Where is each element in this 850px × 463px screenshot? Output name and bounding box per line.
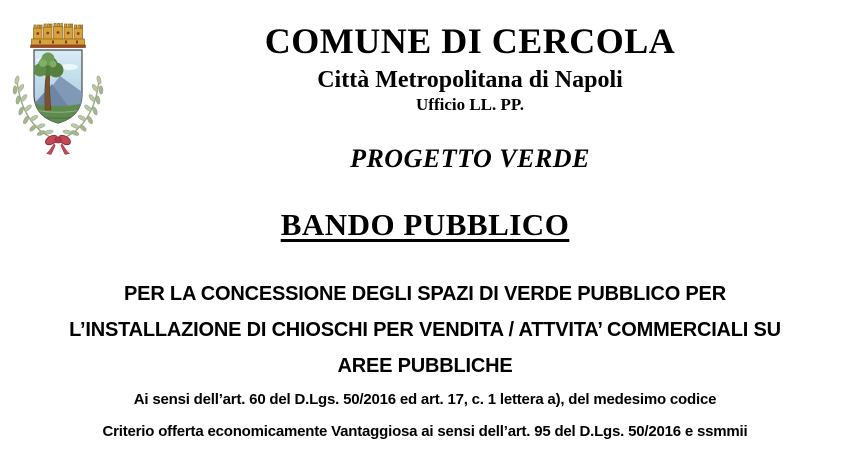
- legal-reference-line: Criterio offerta economicamente Vantaggiosa ai sensi dell’art. 95 del D.Lgs. 50/2016 e ssmmii: [102, 423, 748, 440]
- green-field: [34, 103, 82, 124]
- legal-reference-line: Ai sensi dell’art. 60 del D.Lgs. 50/2016 ed art. 17, c. 1 lettera a), del medesimo codice: [133, 391, 717, 408]
- metropolitan-city-subtitle: Città Metropolitana di Napoli: [317, 67, 623, 93]
- mural-crown-icon: [31, 24, 86, 48]
- legal-references: [0, 384, 850, 448]
- office-label: Ufficio LL. PP.: [416, 95, 524, 114]
- subject-paragraph: [0, 276, 850, 384]
- project-title: PROGETTO VERDE: [350, 144, 590, 173]
- subject-line: AREE PUBBLICHE: [337, 355, 513, 377]
- subject-line: L’INSTALLAZIONE DI CHIOSCHI PER VENDITA / ATTVITA’ COMMERCIALI SU: [69, 319, 781, 341]
- shield-icon: [32, 50, 82, 124]
- notice-title: BANDO PUBBLICO: [280, 207, 570, 242]
- municipality-name: COMUNE DI CERCOLA: [264, 21, 676, 61]
- subject-line: PER LA CONCESSIONE DEGLI SPAZI DI VERDE PUBBLICO PER: [124, 283, 726, 305]
